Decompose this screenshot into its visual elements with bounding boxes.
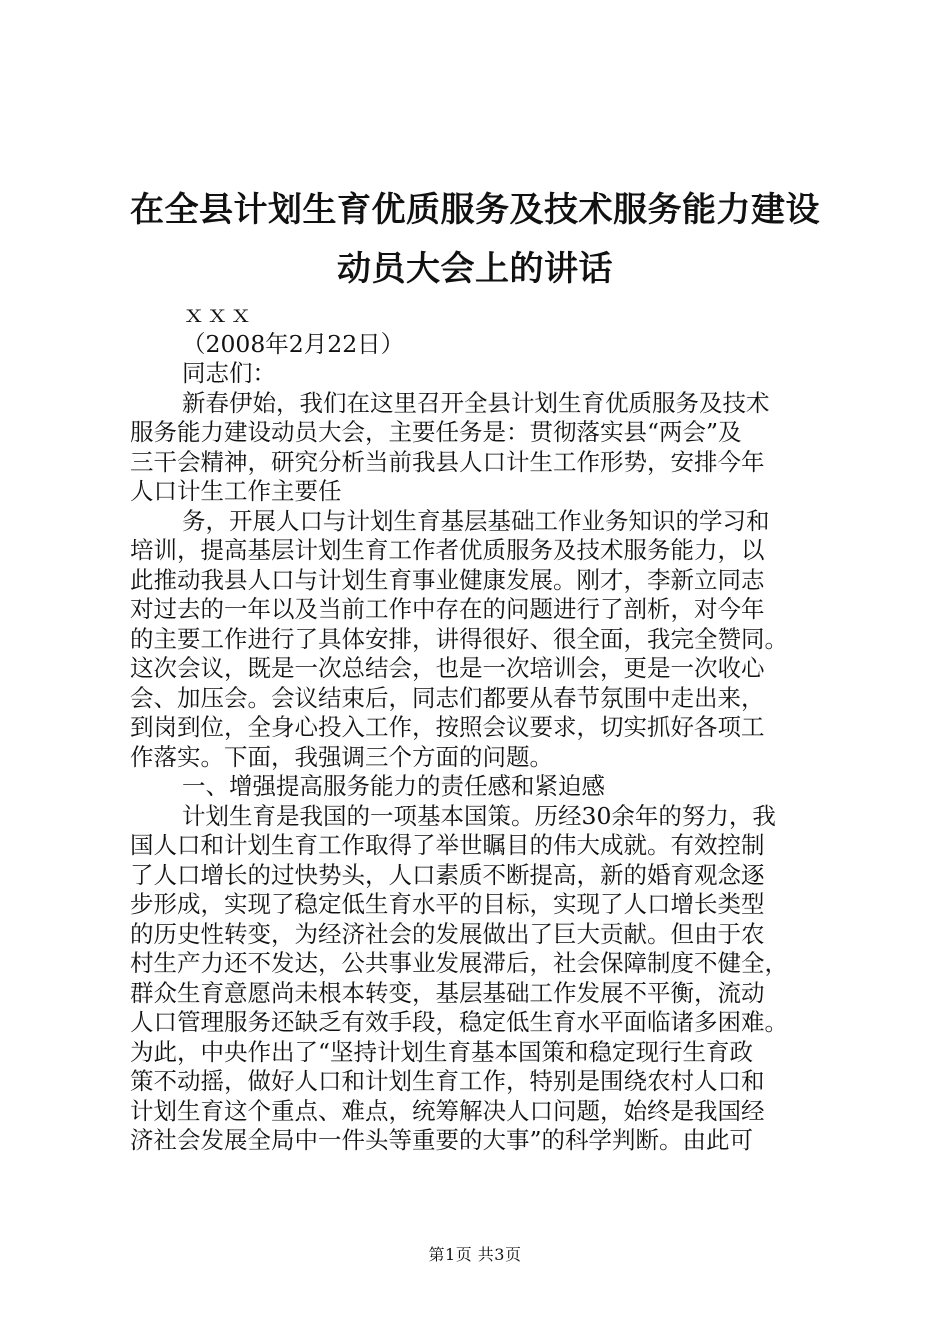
paragraph-line: 服务能力建设动员大会，主要任务是：贯彻落实县“两会”及 [130, 418, 742, 446]
document-title-line-1: 在全县计划生育优质服务及技术服务能力建设 [130, 190, 820, 230]
paragraph-line: 作落实。下面，我强调三个方面的问题。 [130, 742, 553, 771]
paragraph-line: 了人口增长的过快势头，人口素质不断提高，新的婚育观念逐 [130, 860, 765, 889]
paragraph-line: 对过去的一年以及当前工作中存在的问题进行了剖析，对今年 [130, 595, 765, 623]
paragraph-line: 的历史性转变，为经济社会的发展做出了巨大贡献。但由于农 [130, 919, 765, 948]
paragraph-line: 三干会精神，研究分析当前我县人口计生工作形势，安排今年 [130, 447, 765, 476]
paragraph-line: 的主要工作进行了具体安排，讲得很好、很全面，我完全赞同。 [130, 624, 788, 653]
paragraph-line: 步形成，实现了稳定低生育水平的目标，实现了人口增长类型 [130, 890, 765, 918]
author-line: ｘｘｘ [182, 300, 253, 328]
paragraph-line: 此推动我县人口与计划生育事业健康发展。刚才，李新立同志 [130, 565, 765, 594]
paragraph-line: 培训，提高基层计划生育工作者优质服务及技术服务能力，以 [130, 536, 765, 564]
document-title-line-2: 动员大会上的讲话 [337, 249, 613, 289]
paragraph-line: 为此，中央作出了“坚持计划生育基本国策和稳定现行生育政 [130, 1037, 754, 1066]
paragraph-line: 计划生育是我国的一项基本国策。历经30余年的努力，我 [182, 801, 776, 830]
paragraph-line: 济社会发展全局中一件头等重要的大事”的科学判断。由此可 [130, 1126, 754, 1154]
paragraph-line: 群众生育意愿尚未根本转变，基层基础工作发展不平衡，流动 [130, 978, 765, 1007]
paragraph-line: 新春伊始，我们在这里召开全县计划生育优质服务及技术 [182, 388, 770, 417]
page-footer: 第1页 共3页 [428, 1245, 522, 1264]
paragraph-line: 人口计生工作主要任 [130, 477, 342, 505]
date-line: （2008年2月22日） [182, 329, 405, 358]
section-heading: 一、增强提高服务能力的责任感和紧迫感 [182, 772, 605, 800]
paragraph-line: 人口管理服务还缺乏有效手段，稳定低生育水平面临诸多困难。 [130, 1008, 788, 1036]
paragraph-line: 这次会议，既是一次总结会，也是一次培训会，更是一次收心 [130, 654, 765, 682]
paragraph-line: 村生产力还不发达，公共事业发展滞后，社会保障制度不健全， [130, 949, 788, 977]
document-body [130, 300, 850, 1156]
paragraph-line: 到岗到位，全身心投入工作，按照会议要求，切实抓好各项工 [130, 713, 765, 741]
paragraph-line: 国人口和计划生育工作取得了举世瞩目的伟大成就。有效控制 [130, 831, 765, 859]
paragraph-line: 策不动摇，做好人口和计划生育工作，特别是围绕农村人口和 [130, 1067, 765, 1095]
paragraph-line: 计划生育这个重点、难点，统筹解决人口问题，始终是我国经 [130, 1096, 765, 1125]
paragraph-line: 务，开展人口与计划生育基层基础工作业务知识的学习和 [182, 506, 770, 535]
paragraph-line: 会、加压会。会议结束后，同志们都要从春节氛围中走出来， [130, 683, 765, 712]
salutation-line: 同志们： [182, 359, 276, 387]
